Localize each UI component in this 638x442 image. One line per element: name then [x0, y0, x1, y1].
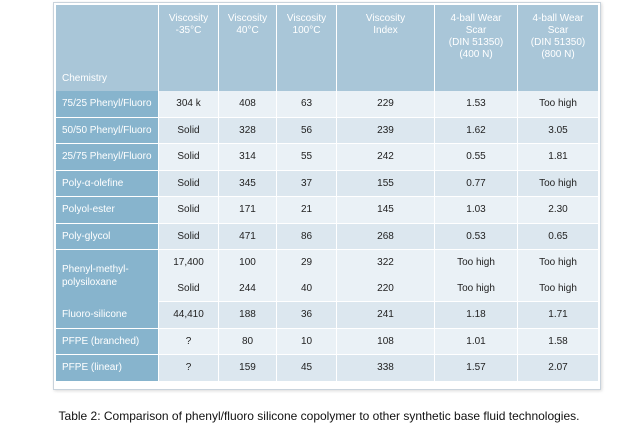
table-cell: 100	[219, 250, 277, 276]
table-cell: 1.71	[518, 302, 598, 329]
table-cell: 45	[277, 355, 337, 382]
table-cell: 80	[219, 329, 277, 356]
row-label: Phenyl-methyl- polysiloxane	[56, 250, 159, 302]
table-cell: 56	[277, 118, 337, 145]
table-cell: 10	[277, 329, 337, 356]
table-cell: 159	[219, 355, 277, 382]
table-cell: 220	[337, 276, 435, 303]
table-cell: 1.18	[435, 302, 518, 329]
row-label: Poly-glycol	[56, 224, 159, 251]
table-cell: 2.30	[518, 197, 598, 224]
row-label: PFPE (linear)	[56, 355, 159, 382]
table-cell: 0.53	[435, 224, 518, 251]
row-label: 25/75 Phenyl/Fluoro	[56, 144, 159, 171]
table-cell: 0.65	[518, 224, 598, 251]
table-cell: Solid	[159, 144, 219, 171]
table-cell: 0.77	[435, 171, 518, 198]
header-wear-400n: 4-ball Wear Scar (DIN 51350) (400 N)	[435, 5, 518, 91]
header-viscosity-minus35: Viscosity -35°C	[159, 5, 219, 91]
row-label: Poly-α-olefine	[56, 171, 159, 198]
row-label: PFPE (branched)	[56, 329, 159, 356]
data-table-frame	[53, 2, 601, 390]
table-cell: Too high	[435, 276, 518, 303]
table-cell: 1.53	[435, 91, 518, 118]
table-cell: 36	[277, 302, 337, 329]
table-cell: 155	[337, 171, 435, 198]
table-cell: ?	[159, 355, 219, 382]
header-viscosity-100: Viscosity 100°C	[277, 5, 337, 91]
table-cell: Too high	[435, 250, 518, 276]
table-cell: 63	[277, 91, 337, 118]
table-cell: 86	[277, 224, 337, 251]
table-cell: 268	[337, 224, 435, 251]
table-cell: Too high	[518, 276, 598, 303]
table-cell: 188	[219, 302, 277, 329]
table-cell: 44,410	[159, 302, 219, 329]
row-label: 50/50 Phenyl/Fluoro	[56, 118, 159, 145]
table-cell: 108	[337, 329, 435, 356]
table-row	[56, 91, 598, 118]
table-cell: Too high	[518, 171, 598, 198]
table-cell: Solid	[159, 224, 219, 251]
table-cell: 408	[219, 91, 277, 118]
header-row	[56, 5, 598, 91]
table-row	[56, 224, 598, 251]
row-label: 75/25 Phenyl/Fluoro	[56, 91, 159, 118]
table-cell: Too high	[518, 250, 598, 276]
table-cell: 3.05	[518, 118, 598, 145]
table-cell: 229	[337, 91, 435, 118]
row-label: Polyol-ester	[56, 197, 159, 224]
table-cell: 241	[337, 302, 435, 329]
table-cell: 55	[277, 144, 337, 171]
row-label: Fluoro-silicone	[56, 302, 159, 329]
table-cell: Solid	[159, 118, 219, 145]
table-cell: 40	[277, 276, 337, 303]
table-cell: 471	[219, 224, 277, 251]
table-cell: Too high	[518, 91, 598, 118]
table-cell: 1.81	[518, 144, 598, 171]
header-chemistry: Chemistry	[56, 5, 159, 91]
table-cell: Solid	[159, 276, 219, 303]
table-cell: Solid	[159, 197, 219, 224]
table-cell: 171	[219, 197, 277, 224]
header-viscosity-40: Viscosity 40°C	[219, 5, 277, 91]
table-cell: 29	[277, 250, 337, 276]
header-wear-800n: 4-ball Wear Scar (DIN 51350) (800 N)	[518, 5, 598, 91]
table-cell: 1.58	[518, 329, 598, 356]
table-cell: 338	[337, 355, 435, 382]
table-cell: 345	[219, 171, 277, 198]
table-cell: 314	[219, 144, 277, 171]
table-cell: ?	[159, 329, 219, 356]
table-row	[56, 118, 598, 145]
table-caption: Table 2: Comparison of phenyl/fluoro silicone copolymer to other synthetic base fluid technologies.	[58, 409, 580, 423]
table-cell: 304 k	[159, 91, 219, 118]
table-cell: 1.03	[435, 197, 518, 224]
table-row	[56, 355, 598, 382]
table-cell: 0.55	[435, 144, 518, 171]
table-cell: 2.07	[518, 355, 598, 382]
table-cell: 1.57	[435, 355, 518, 382]
table-cell: 244	[219, 276, 277, 303]
table-cell: 37	[277, 171, 337, 198]
table-cell: 145	[337, 197, 435, 224]
table-row	[56, 329, 598, 356]
table-row	[56, 197, 598, 224]
table-cell: 1.62	[435, 118, 518, 145]
table-cell: Solid	[159, 171, 219, 198]
table-cell: 21	[277, 197, 337, 224]
table-cell: 242	[337, 144, 435, 171]
table-row	[56, 250, 598, 276]
comparison-table	[56, 5, 598, 382]
table-row	[56, 302, 598, 329]
header-viscosity-index: Viscosity Index	[337, 5, 435, 91]
table-cell: 1.01	[435, 329, 518, 356]
table-row	[56, 171, 598, 198]
table-cell: 322	[337, 250, 435, 276]
table-cell: 328	[219, 118, 277, 145]
table-row	[56, 144, 598, 171]
table-cell: 17,400	[159, 250, 219, 276]
table-cell: 239	[337, 118, 435, 145]
